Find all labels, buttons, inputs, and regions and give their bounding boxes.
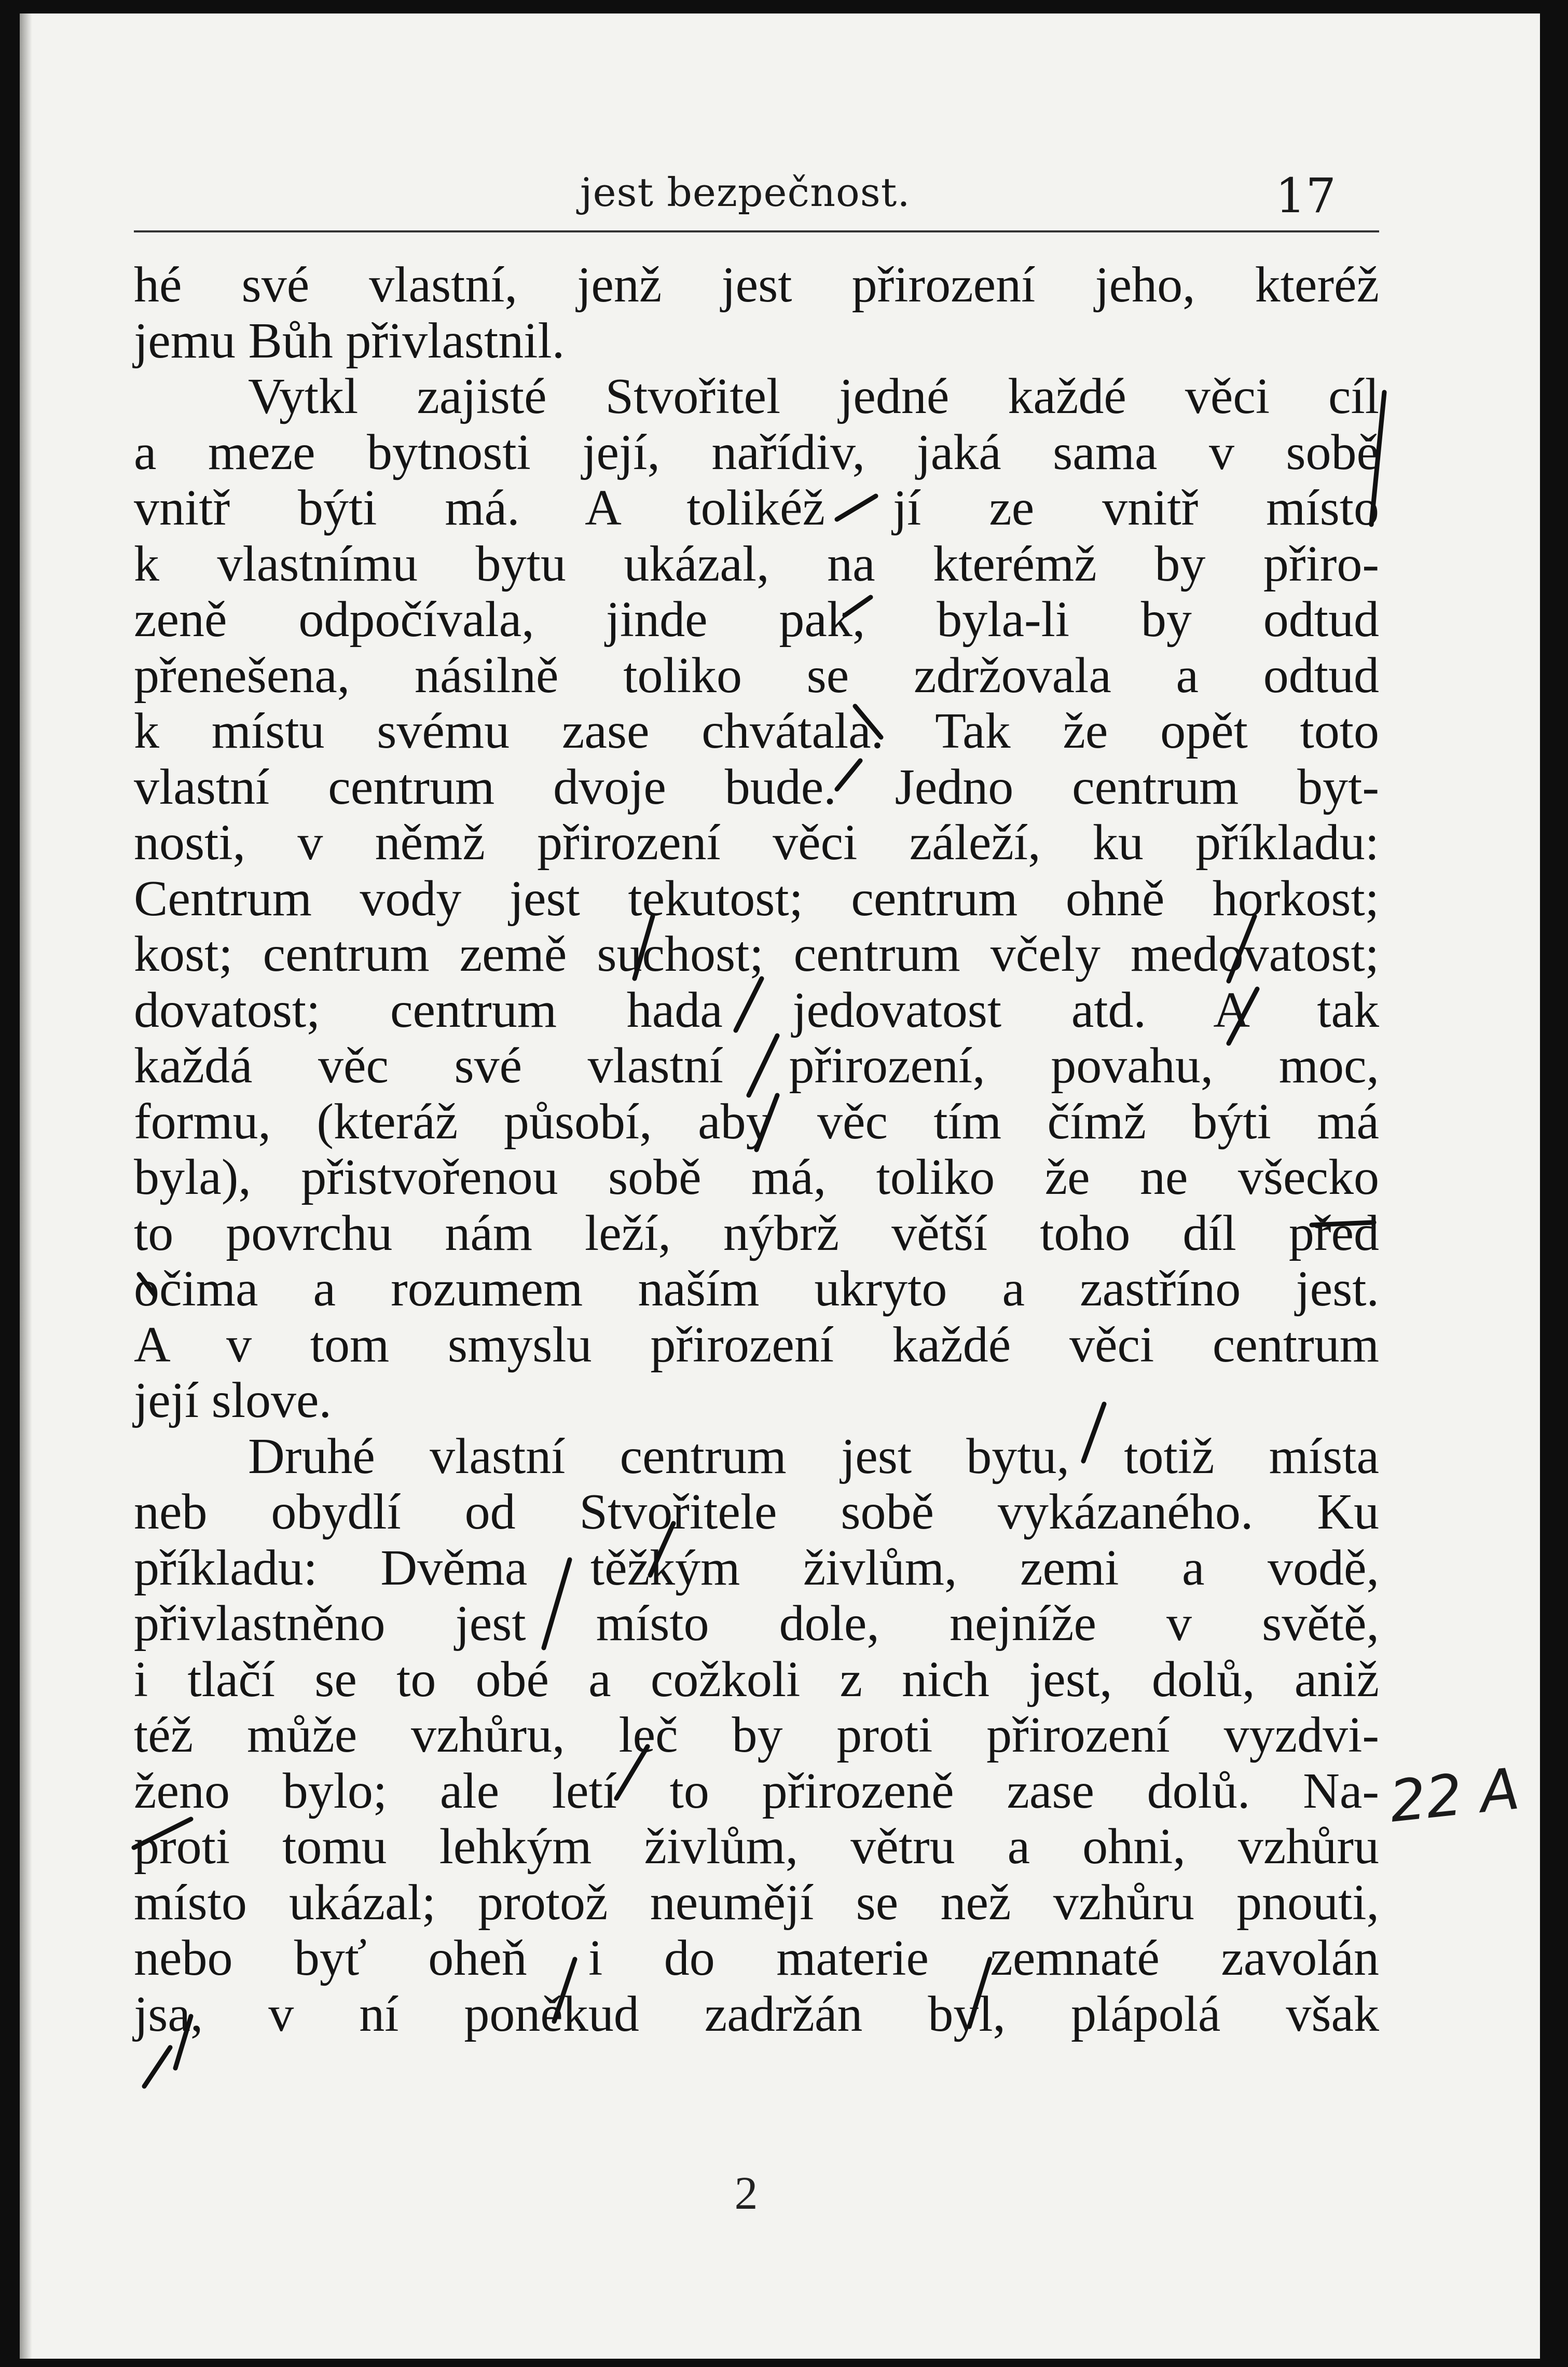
text-line: proti tomu lehkým živlům, větru a ohni, vzhůru	[134, 1819, 1379, 1875]
page-number: 17	[1275, 168, 1337, 224]
handwritten-margin-note: 22 A	[1386, 1755, 1523, 1835]
text-line: zeně odpočívala, jinde pak, byla-li by odtud	[134, 591, 1379, 648]
text-line: příkladu: Dvěma těžkým živlům, zemi a vodě,	[134, 1539, 1379, 1596]
text-line: k vlastnímu bytu ukázal, na kterémž by přiro-	[134, 535, 1379, 592]
text-line: A v tom smyslu přirození každé věci centrum	[134, 1316, 1379, 1373]
text-line: přenešena, násilně toliko se zdržovala a odtud	[134, 647, 1379, 704]
text-line: nosti, v němž přirození věci záleží, ku příkladu:	[134, 815, 1379, 871]
text-line: očima a rozumem naším ukryto a zastříno jest.	[134, 1261, 1379, 1317]
text-line: místo ukázal; protož neumějí se než vzhůru pnouti,	[134, 1874, 1379, 1931]
text-line: jemu Bůh přivlastnil.	[134, 312, 565, 369]
page-edge-shadow	[20, 13, 32, 2359]
slash-mark	[144, 2047, 170, 2086]
body-text	[134, 257, 1379, 2042]
text-line: nebo byť oheň i do materie zemnaté zavolán	[134, 1930, 1379, 1986]
text-line: formu, (kteráž působí, aby věc tím čímž býti má	[134, 1093, 1379, 1150]
running-title: jest bezpečnost.	[580, 169, 911, 215]
text-line: vlastní centrum dvoje bude. Jedno centrum byt-	[134, 759, 1379, 815]
text-line: Vytkl zajisté Stvořitel jedné každé věci cíl	[248, 368, 1379, 424]
text-line: Centrum vody jest tekutost; centrum ohně horkost;	[134, 870, 1379, 927]
text-line: a meze bytnosti její, nařídiv, jaká sama v sobě	[134, 424, 1379, 480]
text-line: přivlastněno jest místo dole, nejníže v světě,	[134, 1595, 1379, 1652]
text-line: kost; centrum země suchost; centrum včely medovatost;	[134, 926, 1379, 982]
book-page	[20, 13, 1540, 2359]
text-line: každá věc své vlastní přirození, povahu, moc,	[134, 1038, 1379, 1094]
text-line: vnitř býti má. A tolikéž jí ze vnitř místo	[134, 480, 1379, 536]
text-line: hé své vlastní, jenž jest přirození jeho, kteréž	[134, 257, 1379, 313]
text-line: její slove.	[134, 1372, 332, 1428]
text-line: též může vzhůru, leč by proti přirození vyzdvi-	[134, 1707, 1379, 1763]
text-line: ženo bylo; ale letí to přirozeně zase dolů. Na-	[134, 1763, 1379, 1819]
header-rule	[134, 230, 1379, 232]
signature-mark: 2	[734, 2168, 758, 2219]
text-line: byla), přistvořenou sobě má, toliko že ne všecko	[134, 1149, 1379, 1205]
text-line: k místu svému zase chvátala. Tak že opět toto	[134, 703, 1379, 759]
text-line: neb obydlí od Stvořitele sobě vykázaného. Ku	[134, 1484, 1379, 1540]
text-line: i tlačí se to obé a cožkoli z nich jest, dolů, aniž	[134, 1651, 1379, 1708]
text-line: Druhé vlastní centrum jest bytu, totiž místa	[248, 1428, 1379, 1484]
text-line: jsa, v ní poněkud zadržán byl, plápolá však	[134, 1986, 1379, 2042]
text-line: dovatost; centrum hada jedovatost atd. A tak	[134, 982, 1379, 1038]
text-line: to povrchu nám leží, nýbrž větší toho díl před	[134, 1205, 1379, 1261]
